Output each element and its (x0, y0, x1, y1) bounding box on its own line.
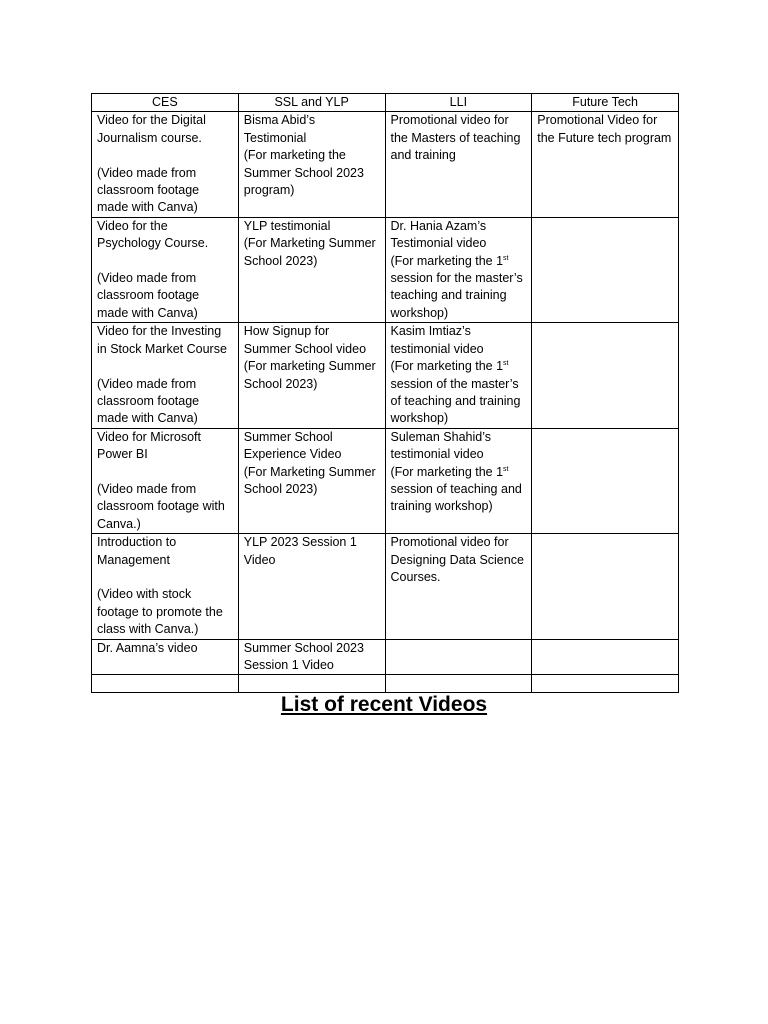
table-cell (385, 639, 532, 675)
table-cell: Promotional Video for the Future tech program (532, 112, 679, 217)
table-row (92, 428, 679, 533)
table-cell (532, 428, 679, 533)
table-cell: How Signup for Summer School video (For marketing Summer School 2023) (238, 323, 385, 428)
table-cell (532, 217, 679, 322)
table-row (92, 639, 679, 675)
table-row (92, 217, 679, 322)
header-row (92, 94, 679, 112)
table-cell: Video for the Psychology Course. (Video made from classroom footage made with Canva) (92, 217, 239, 322)
table-cell: Summer School 2023 Session 1 Video (238, 639, 385, 675)
table-cell (532, 534, 679, 639)
table-row (92, 112, 679, 217)
header-ces: CES (92, 94, 239, 112)
table-cell (532, 323, 679, 428)
table-cell: Suleman Shahid’s testimonial video (For marketing the 1st session of teaching and training workshop) (385, 428, 532, 533)
table-cell: Video for the Digital Journalism course. (Video made from classroom footage made with Canva) (92, 112, 239, 217)
table-cell: Promotional video for Designing Data Science Courses. (385, 534, 532, 639)
table-cell: YLP 2023 Session 1 Video (238, 534, 385, 639)
table-cell: YLP testimonial (For Marketing Summer School 2023) (238, 217, 385, 322)
table-row (92, 534, 679, 639)
table-cell (532, 639, 679, 675)
header-lli: LLI (385, 94, 532, 112)
document-caption: List of recent Videos (280, 693, 488, 716)
table-body (92, 112, 679, 693)
videos-table (91, 93, 679, 693)
table-cell: Dr. Aamna’s video (92, 639, 239, 675)
table-header (92, 94, 679, 112)
table-cell: Introduction to Management (Video with stock footage to promote the class with Canva.) (92, 534, 239, 639)
table-cell: Promotional video for the Masters of teaching and training (385, 112, 532, 217)
table-row (92, 323, 679, 428)
header-future-tech: Future Tech (532, 94, 679, 112)
table-cell: Dr. Hania Azam’s Testimonial video (For marketing the 1st session for the master’s teaching and training workshop) (385, 217, 532, 322)
table-cell: Video for Microsoft Power BI (Video made from classroom footage with Canva.) (92, 428, 239, 533)
table-cell: Video for the Investing in Stock Market Course (Video made from classroom footage made with Canva) (92, 323, 239, 428)
table-cell: Bisma Abid’s Testimonial (For marketing the Summer School 2023 program) (238, 112, 385, 217)
table-cell: Kasim Imtiaz’s testimonial video (For marketing the 1st session of the master’s of teaching and training workshop) (385, 323, 532, 428)
header-ssl-ylp: SSL and YLP (238, 94, 385, 112)
table-cell: Summer School Experience Video (For Marketing Summer School 2023) (238, 428, 385, 533)
